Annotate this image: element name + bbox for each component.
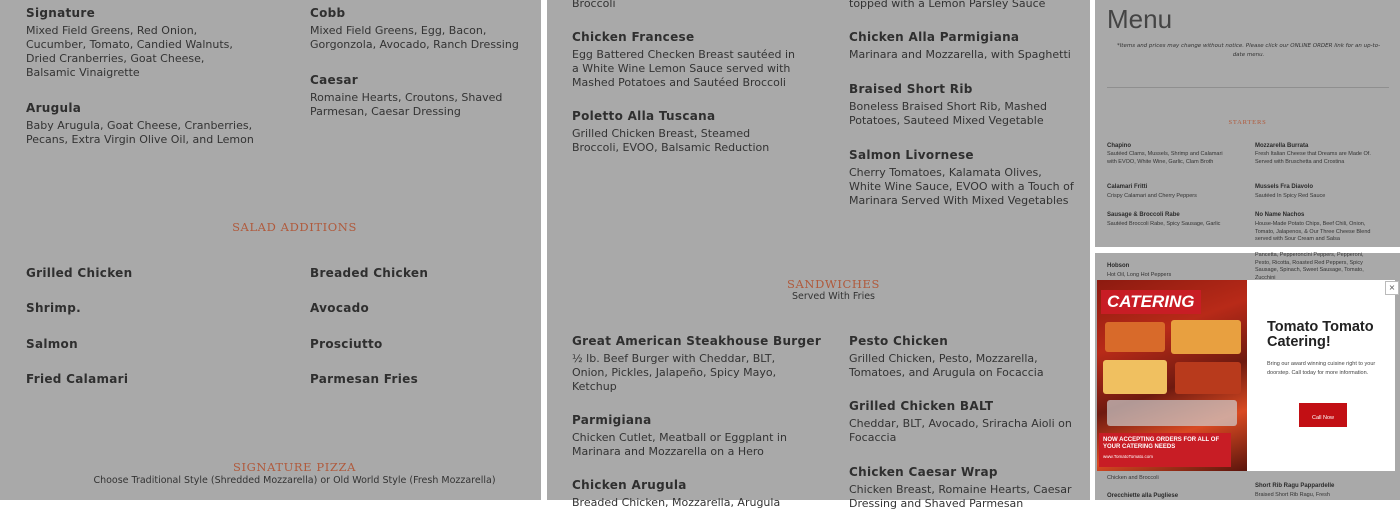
addition-item: Avocado — [310, 301, 370, 315]
item-desc: Romaine Hearts, Croutons, Shaved Parmesan, Caesar Dressing — [310, 91, 503, 118]
item-name: Grilled Chicken BALT — [849, 399, 994, 413]
item-name: Great American Steakhouse Burger — [572, 334, 822, 348]
section-title-signature-pizza: SIGNATURE PIZZA — [233, 460, 356, 474]
call-now-button[interactable]: Call Now — [1299, 403, 1347, 427]
catering-banner-text: NOW ACCEPTING ORDERS FOR ALL OF YOUR CATERING NEEDS — [1103, 437, 1220, 450]
item-name: Caesar — [310, 73, 359, 87]
item-name: Poletto Alla Tuscana — [572, 109, 716, 123]
item-name: Calamari Fritti — [1107, 184, 1148, 190]
item-desc: Crispy Calamari and Cherry Peppers — [1107, 193, 1197, 199]
item-desc: Boneless Braised Short Rib, Mashed Potatoes, Sauteed Mixed Vegetable — [849, 100, 1048, 127]
popup-body: Bring our award winning cuisine right to your doorstep. Call today for more information. — [1267, 361, 1376, 376]
item-desc: Broccoli — [572, 0, 616, 10]
section-title-starters: STARTERS — [1228, 119, 1267, 126]
item-desc: Sautéed Clams, Mussels, Shrimp and Calamari with EVOO, White Wine, Garlic, Clam Broth — [1107, 151, 1223, 165]
item-desc: Grilled Chicken, Pesto, Mozzarella, Tomatoes, and Arugula on Focaccia — [849, 352, 1044, 379]
item-desc: Hot Oil, Long Hot Peppers — [1107, 272, 1172, 278]
item-desc: Chicken and Broccoli — [1107, 475, 1159, 481]
catering-banner-url: www.TomatoTomato.com — [1103, 454, 1154, 459]
addition-item: Grilled Chicken — [26, 266, 133, 280]
item-desc: Marinara and Mozzarella, with Spaghetti — [849, 48, 1071, 61]
addition-item: Prosciutto — [310, 337, 383, 351]
item-desc: Breaded Chicken, Mozzarella, Arugula — [572, 496, 781, 509]
addition-item: Fried Calamari — [26, 372, 129, 386]
item-name: Chapino — [1107, 143, 1131, 149]
addition-item: Breaded Chicken — [310, 266, 429, 280]
item-name: Chicken Arugula — [572, 478, 687, 492]
addition-item: Parmesan Fries — [310, 372, 419, 386]
item-name: Chicken Alla Parmigiana — [849, 30, 1020, 44]
item-desc: Chicken Breast, Romaine Hearts, Caesar Dressing and Shaved Parmesan — [849, 483, 1072, 510]
item-name: Parmigiana — [572, 413, 652, 427]
item-name: Mussels Fra Diavolo — [1255, 184, 1314, 190]
page-title: Menu — [1107, 4, 1173, 34]
item-name: Cobb — [310, 6, 346, 20]
item-name: No Name Nachos — [1255, 212, 1305, 218]
section-title-salad-additions: SALAD ADDITIONS — [232, 220, 357, 234]
item-desc: Mixed Field Greens, Egg, Bacon, Gorgonzola, Avocado, Ranch Dressing — [310, 24, 519, 51]
section-subtitle: Served With Fries — [792, 291, 875, 302]
item-desc: Braised Short Rib Ragu, Fresh — [1255, 492, 1330, 498]
menu-panel-entrees — [547, 0, 1090, 510]
item-desc: Chicken Cutlet, Meatball or Eggplant in Marinara and Mozzarella on a Hero — [572, 431, 787, 458]
close-icon[interactable]: × — [1385, 281, 1399, 295]
item-name: Arugula — [26, 101, 82, 115]
section-subtitle: Choose Traditional Style (Shredded Mozzarella) or Old World Style (Fresh Mozzarella) — [93, 475, 496, 486]
popup-title: Tomato Tomato Catering! — [1267, 319, 1374, 350]
item-name: Sausage & Broccoli Rabe — [1107, 212, 1180, 218]
item-desc: House-Made Potato Chips, Beef Chili, Onion, Tomato, Jalapenos, & Our Three Cheese Blend served with Sour Cream and Salsa — [1255, 221, 1371, 242]
item-name: Mozzarella Burrata — [1255, 143, 1309, 149]
item-name: Short Rib Ragu Pappardelle — [1255, 483, 1335, 489]
catering-banner — [1099, 433, 1231, 467]
catering-popup — [1097, 280, 1395, 471]
menu-panel-pizza-pasta — [1095, 253, 1400, 500]
menu-note: *Items and prices may change without notice. Please click our ONLINE ORDER link for an up-to-date menu. — [1116, 43, 1381, 58]
item-desc: Mixed Field Greens, Red Onion, Cucumber, Tomato, Candied Walnuts, Dried Cranberries, Goat Cheese, Balsamic Vinaigrette — [26, 24, 233, 79]
item-desc: Baby Arugula, Goat Cheese, Cranberries, Pecans, Extra Virgin Olive Oil, and Lemon — [26, 119, 254, 146]
item-desc: Cherry Tomatoes, Kalamata Olives, White Wine Sauce, EVOO with a Touch of Marinara Served With Mixed Vegetables — [849, 166, 1074, 207]
item-name: Signature — [26, 6, 96, 20]
item-desc: Fresh Italian Cheese that Dreams are Made Of. Served with Bruschetta and Crostina — [1255, 151, 1371, 165]
item-desc: Grilled Chicken Breast, Steamed Broccoli, EVOO, Balsamic Reduction — [572, 127, 770, 154]
section-title-sandwiches: SANDWICHES — [787, 277, 880, 291]
item-name: Braised Short Rib — [849, 82, 973, 96]
item-name: Hobson — [1107, 263, 1130, 269]
item-name: Chicken Caesar Wrap — [849, 465, 998, 479]
item-desc: Sautéed In Spicy Red Sauce — [1255, 193, 1326, 199]
addition-item: Shrimp. — [26, 301, 81, 315]
item-name: Salmon Livornese — [849, 148, 974, 162]
divider — [1107, 87, 1389, 88]
menu-panel-starters — [1095, 0, 1400, 247]
item-desc: Sautéed Broccoli Rabe, Spicy Sausage, Garlic — [1107, 221, 1221, 227]
item-desc: ½ lb. Beef Burger with Cheddar, BLT, Onion, Pickles, Jalapeño, Spicy Mayo, Ketchup — [572, 352, 777, 393]
addition-item: Salmon — [26, 337, 78, 351]
item-desc: topped with a Lemon Parsley Sauce — [849, 0, 1046, 10]
item-desc: Pancetta, Pepperoncini Peppers, Pepperoni, Pesto, Ricotta, Roasted Red Peppers, Spicy Sausage, Spinach, Sweet Sausage, Tomato, Zucchini — [1255, 252, 1364, 281]
item-desc: Egg Battered Checken Breast sautéed in a White Wine Lemon Sauce served with Mashed Potatoes and Sautéed Broccoli — [572, 48, 795, 89]
menu-panel-salads — [0, 0, 541, 500]
item-name: Orecchiette alla Pugliese — [1107, 493, 1179, 499]
item-name: Chicken Francese — [572, 30, 695, 44]
catering-image-title: CATERING — [1101, 290, 1201, 314]
item-desc: Cheddar, BLT, Avocado, Sriracha Aioli on Focaccia — [849, 417, 1072, 444]
item-name: Pesto Chicken — [849, 334, 949, 348]
catering-image — [1097, 280, 1247, 471]
